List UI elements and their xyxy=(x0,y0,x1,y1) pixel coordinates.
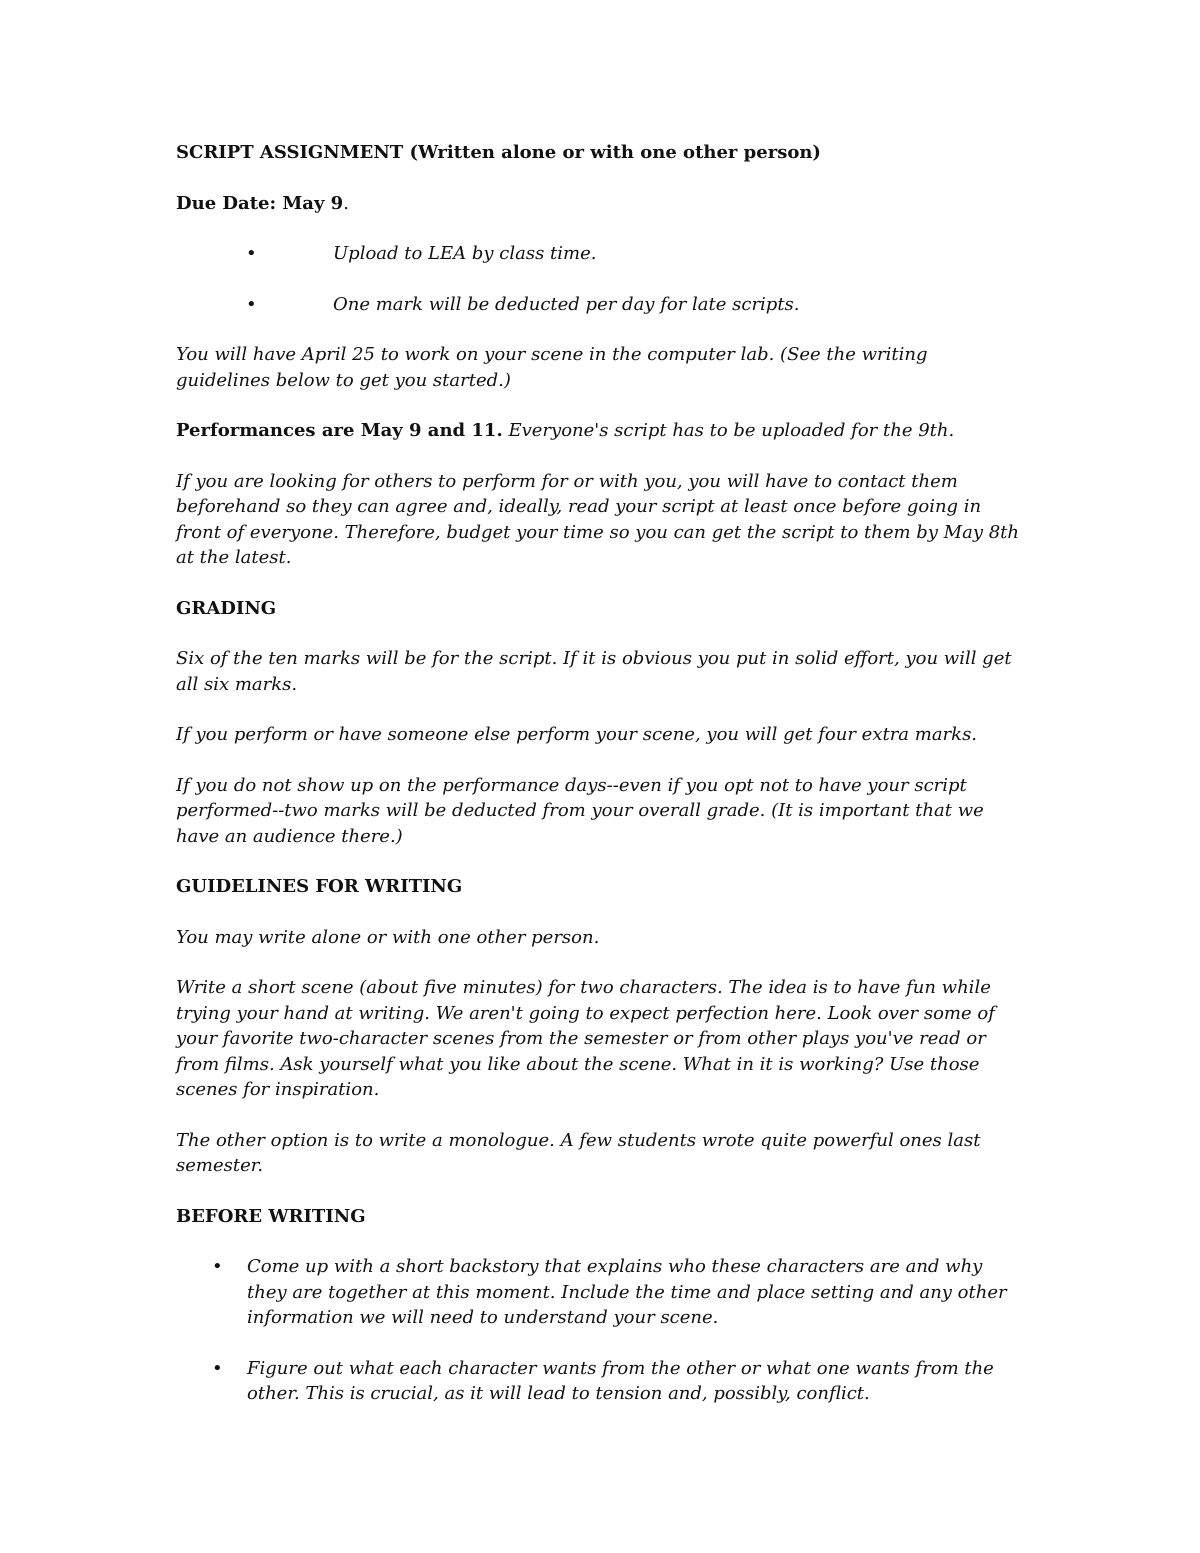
guidelines-paragraph: You may write alone or with one other person. xyxy=(176,926,600,948)
guidelines-heading: GUIDELINES FOR WRITING xyxy=(176,876,463,897)
before-bullet-wants xyxy=(176,1356,1026,1407)
due-date-trail: . xyxy=(343,192,349,214)
due-date xyxy=(176,191,1026,217)
bullet-dot: • xyxy=(246,243,257,264)
guidelines-paragraph: Write a short scene (about five minutes) for two characters. The idea is to have fun while trying your hand at writing. We aren't going to expect perfection here. Look over some of your favorite two-character scenes from the semester or from other plays you've read or from films. Ask yourself what you like about the scene. What in it is working? Use those scenes for inspiration. xyxy=(176,977,995,1100)
bullet-dot: • xyxy=(246,293,257,315)
due-bullet-text: One mark will be deducted per day for late scripts. xyxy=(333,293,800,315)
before-writing-heading: BEFORE WRITING xyxy=(176,1205,366,1227)
grading-paragraph: If you do not show up on the performance days--even if you opt not to have your script performed--two marks will be deducted from your overall grade. (It is important that we have an audience there.) xyxy=(176,774,984,847)
before-bullet-backstory xyxy=(176,1254,1026,1331)
lab-note: You will have April 25 to work on your scene in the computer lab. (See the writing guidelines below to get you started.) xyxy=(176,344,928,391)
due-bullet-late xyxy=(176,292,1026,318)
grading-heading: GRADING xyxy=(176,597,277,619)
guidelines-paragraph: The other option is to write a monologue. A few students wrote quite powerful ones last semester. xyxy=(176,1129,981,1176)
performances-line xyxy=(176,418,1026,444)
grading-paragraph: If you perform or have someone else perform your scene, you will get four extra marks. xyxy=(176,724,978,745)
before-bullet-text: Come up with a short backstory that explains who these characters are and why they are together at this moment. Include the time and place setting and any other information we will need to understand your scene. xyxy=(247,1256,1007,1328)
title-main: SCRIPT ASSIGNMENT xyxy=(176,142,404,163)
performances-upload-note: Everyone's script has to be uploaded for the 9th. xyxy=(508,420,955,441)
due-bullet-upload xyxy=(176,241,1026,267)
document-page xyxy=(176,140,1026,1432)
bullet-dot: • xyxy=(212,1256,223,1277)
due-date-label: Due Date: May 9 xyxy=(176,192,344,214)
bullet-dot: • xyxy=(212,1357,223,1379)
title-subtitle: (Written alone or with one other person) xyxy=(409,142,821,163)
document-title xyxy=(176,140,1026,166)
performances-dates: Performances are May 9 and 11. xyxy=(176,420,503,441)
grading-paragraph: Six of the ten marks will be for the script. If it is obvious you put in solid effort, you will get all six marks. xyxy=(176,648,1012,695)
due-bullet-text: Upload to LEA by class time. xyxy=(333,243,597,264)
contact-note: If you are looking for others to perform for or with you, you will have to contact them beforehand so they can agree and, ideally, read your script at least once before going in front of everyone. Therefore, budget your time so you can get the script to them by May 8th at the latest. xyxy=(176,470,1020,568)
before-bullet-text: Figure out what each character wants from the other or what one wants from the other. This is crucial, as it will lead to tension and, possibly, conflict. xyxy=(247,1357,994,1404)
